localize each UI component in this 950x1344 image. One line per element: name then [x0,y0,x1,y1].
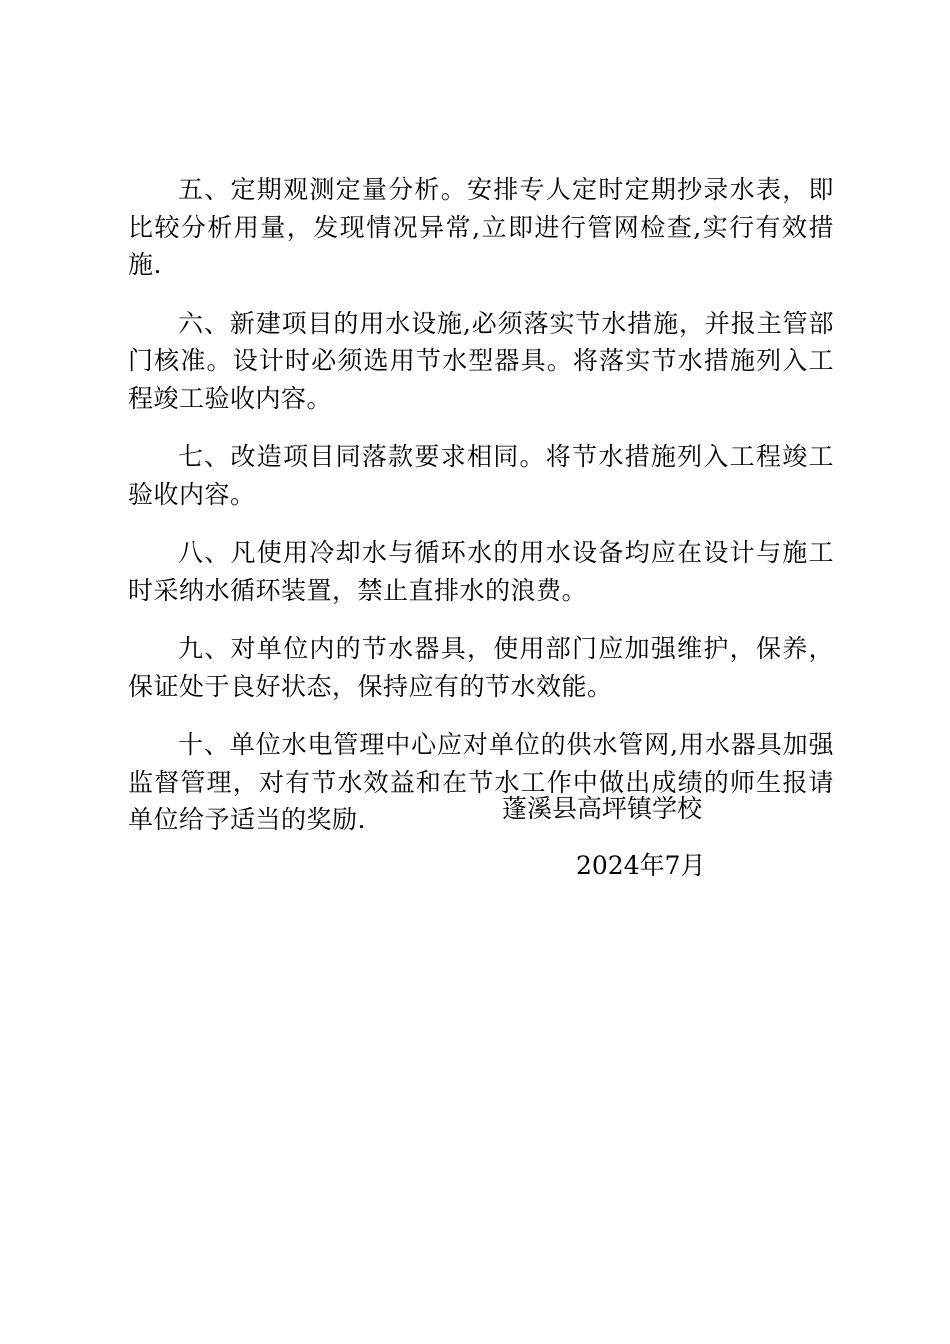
signature-organization: 蓬溪县高坪镇学校 [502,794,703,823]
paragraph-10: 十、单位水电管理中心应对单位的供水管网,用水器具加强监督管理，对有节水效益和在节水工作中做出成绩的师生报请单位给予适当的奖励. [128,730,834,834]
paragraph-8: 八、凡使用冷却水与循环水的用水设备均应在设计与施工时采纳水循环装置，禁止直排水的浪费。 [128,538,834,605]
paragraph-9: 九、对单位内的节水器具，使用部门应加强维护，保养，保证处于良好状态，保持应有的节水效能。 [128,634,834,701]
document-body [128,171,834,860]
signature-date: 2024年7月 [576,851,706,880]
paragraph-6: 六、新建项目的用水设施,必须落实节水措施，并报主管部门核准。设计时必须选用节水型器具。将落实节水措施列入工程竣工验收内容。 [128,308,834,413]
paragraph-5: 五、定期观测定量分析。安排专人定时定期抄录水表，即比较分析用量，发现情况异常,立即进行管网检查,实行有效措施. [128,175,834,279]
paragraph-7: 七、改造项目同落款要求相同。将节水措施列入工程竣工验收内容。 [128,442,834,509]
